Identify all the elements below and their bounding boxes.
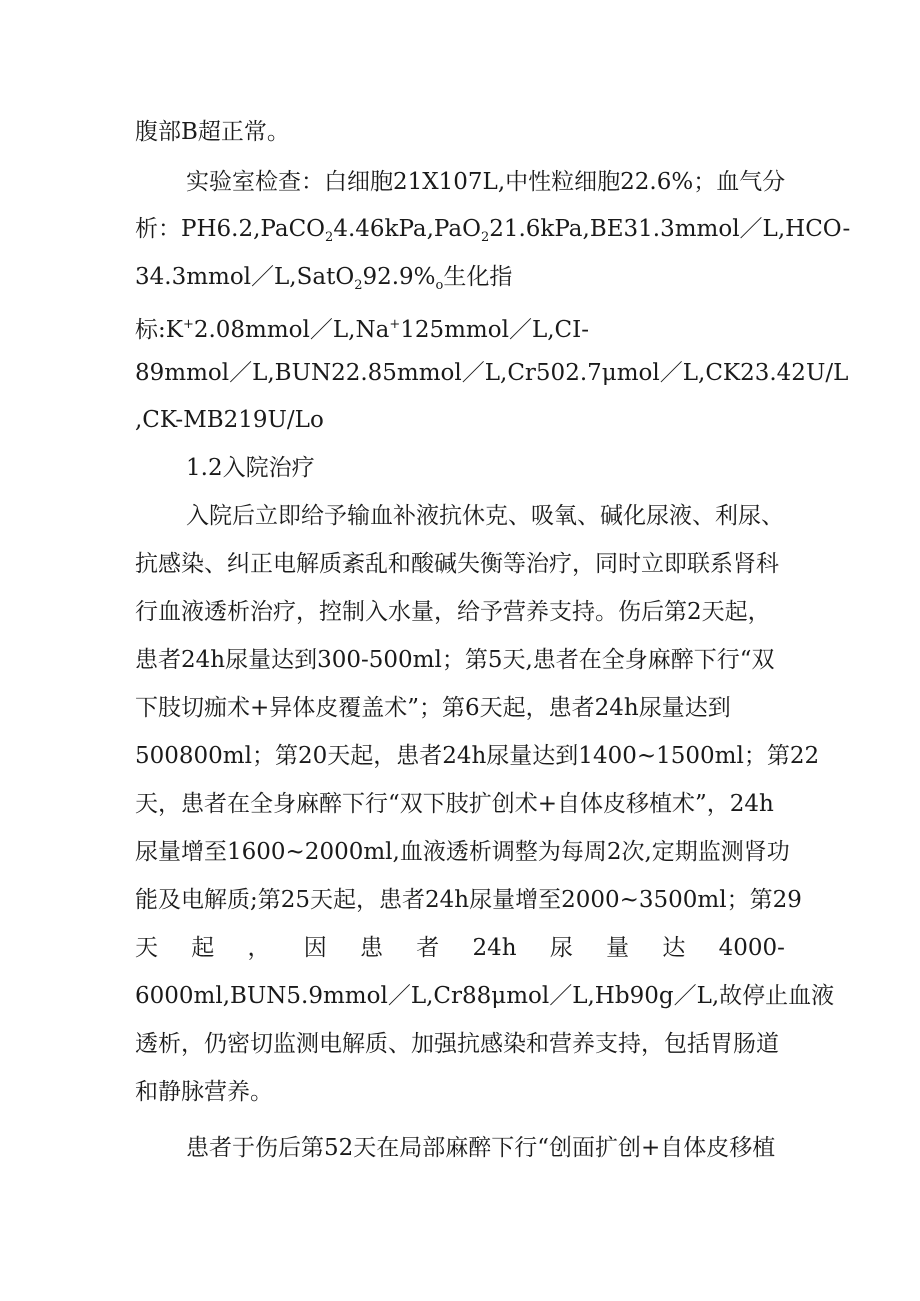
word: 者 [416, 935, 440, 961]
word: 因 [303, 935, 327, 961]
text-line: 和静脉营养。 [135, 1079, 273, 1105]
word: 4000- [718, 935, 785, 961]
text-line: 能及电解质;第25天起，患者24h尿量增至2000~3500ml；第29 [135, 887, 802, 913]
text-line: 析：PH6.2,PaCO$_2$4.46kPa,PaO$_2$21.6kPa,BE31.3mmol／L,HCO- [135, 216, 851, 245]
text-line: 标:K+2.08mmol／L,Na+125mmol／L,CI- [135, 317, 589, 343]
word: 天 [135, 935, 158, 961]
text-line: 天，患者在全身麻醉下行“双下肢扩创术+自体皮移植术”，24h [135, 791, 774, 817]
word: 量 [606, 935, 630, 961]
text-line: 抗感染、纠正电解质紊乱和酸碱失衡等治疗，同时立即联系肾科 [135, 551, 779, 577]
text-line-justified [135, 933, 785, 963]
text-line: 患者于伤后第52天在局部麻醉下行“创面扩创+自体皮移植 [186, 1135, 776, 1161]
text-line: 500800ml；第20天起，患者24h尿量达到1400~1500ml；第22 [135, 743, 820, 769]
word: 尿 [549, 935, 573, 961]
text-line: 入院后立即给予输血补液抗休克、吸氧、碱化尿液、利尿、 [186, 503, 784, 529]
text-line: 尿量增至1600~2000ml,血液透析调整为每周2次,定期监测肾功 [135, 839, 790, 865]
word: 患 [360, 935, 383, 961]
text-line: 行血液透析治疗，控制入水量，给予营养支持。伤后第2天起， [135, 599, 771, 625]
word: 达 [662, 935, 686, 961]
text-line: ,CK-MB219U/Lo [135, 407, 324, 433]
text-line: 89mmol／L,BUN22.85mmol／L,Cr502.7μmol／L,CK23.42U/L [135, 360, 849, 386]
text-line: 患者24h尿量达到300-500ml；第5天,患者在全身麻醉下行“双 [135, 647, 775, 673]
text-line: 6000ml,BUN5.9mmol／L,Cr88μmol／L,Hb90g／L,故停止血液 [135, 983, 835, 1009]
text-line: 透析，仍密切监测电解质、加强抗感染和营养支持，包括胃肠道 [135, 1031, 779, 1057]
word: ， [247, 935, 271, 961]
word: 24h [472, 935, 517, 961]
text-line: $34.3mmol/L,SatO_292.9\%_o$生化指 [135, 264, 513, 293]
section-heading: 1.2入院治疗 [186, 455, 315, 481]
text-line: 下肢切痂术+异体皮覆盖术”；第6天起，患者24h尿量达到 [135, 695, 731, 721]
text-line: 腹部B超正常。 [135, 119, 290, 145]
text-line: 实验室检查：白细胞21X107L,中性粒细胞22.6%；血气分 [186, 169, 786, 195]
word: 起 [191, 935, 215, 961]
